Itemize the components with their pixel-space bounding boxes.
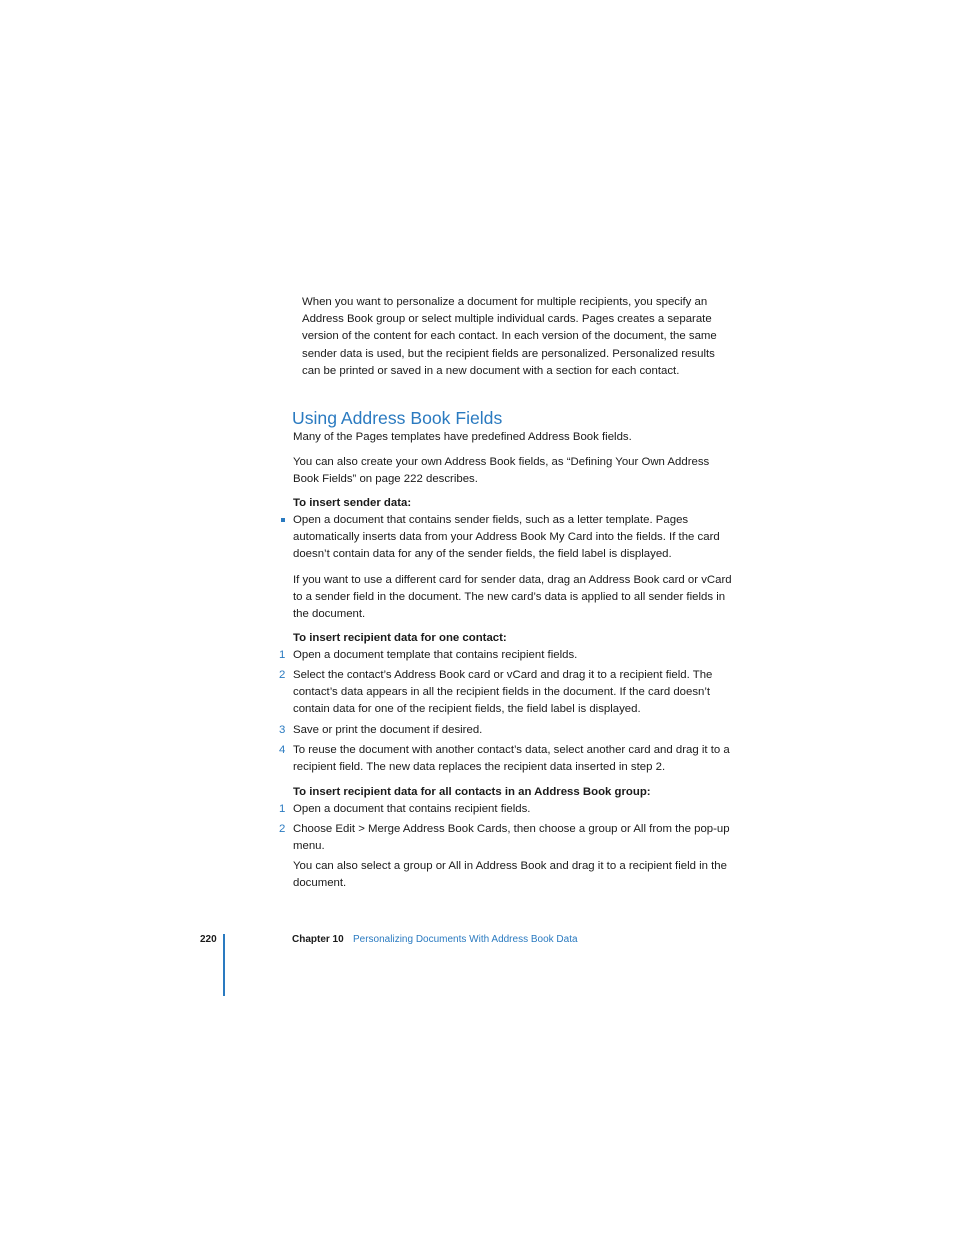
step-text: Select the contact’s Address Book card or vCard and drag it to a recipient field. The contact’s data appears in all the recipient fields in the document. If the card doesn’t contain data for one of the recipient fields, the field label is displayed.: [293, 669, 713, 716]
task-title-one-contact: To insert recipient data for one contact:: [293, 632, 507, 644]
step-text: To reuse the document with another contact’s data, select another card and drag it to a recipient field. The new data replaces the recipient data inserted in step 2.: [293, 744, 730, 774]
step-text: Save or print the document if desired.: [293, 724, 483, 736]
step-number: 2: [279, 823, 286, 835]
all-contacts-note: You can also select a group or All in Address Book and drag it to a recipient field in the document.: [293, 860, 727, 890]
step-number: 3: [279, 724, 286, 736]
step-number: 2: [279, 669, 286, 681]
step-text: Open a document that contains recipient fields.: [293, 803, 531, 815]
footer-chapter-label: Chapter 10: [292, 934, 344, 945]
task-title-sender: To insert sender data:: [293, 497, 412, 509]
sender-note: If you want to use a different card for sender data, drag an Address Book card or vCard to a sender field in the document. The new card’s data is applied to all sender fields in the document.: [293, 574, 732, 621]
section-paragraph-2: You can also create your own Address Book fields, as “Defining Your Own Address Book Fields” on page 222 describes.: [293, 456, 710, 486]
footer-divider: [223, 934, 225, 996]
section-paragraph-1: Many of the Pages templates have predefined Address Book fields.: [293, 431, 632, 443]
section-heading: Using Address Book Fields: [292, 408, 503, 428]
page-number: 220: [200, 934, 217, 945]
task-title-all-contacts: To insert recipient data for all contacts in an Address Book group:: [293, 786, 651, 798]
intro-paragraph: When you want to personalize a document for multiple recipients, you specify an Address Book group or select multiple individual cards. Pages creates a separate version of the content for each contact. In each version of the document, the same sender data is used, but the recipient fields are personalized. Personalized results can be printed or saved in a new document with a section for each contact.: [302, 296, 717, 377]
step-text: Choose Edit > Merge Address Book Cards, then choose a group or All from the pop-up menu.: [293, 823, 730, 853]
step-number: 4: [279, 744, 286, 756]
step-text: Open a document template that contains recipient fields.: [293, 649, 578, 661]
step-number: 1: [279, 803, 286, 815]
step-number: 1: [279, 649, 286, 661]
footer-chapter-title: Personalizing Documents With Address Book Data: [353, 934, 578, 945]
bullet-square-icon: [281, 518, 285, 522]
sender-bullet-text: Open a document that contains sender fields, such as a letter template. Pages automatically inserts data from your Address Book My Card into the fields. If the card doesn’t contain data for any of the sender fields, the field label is displayed.: [293, 514, 720, 561]
